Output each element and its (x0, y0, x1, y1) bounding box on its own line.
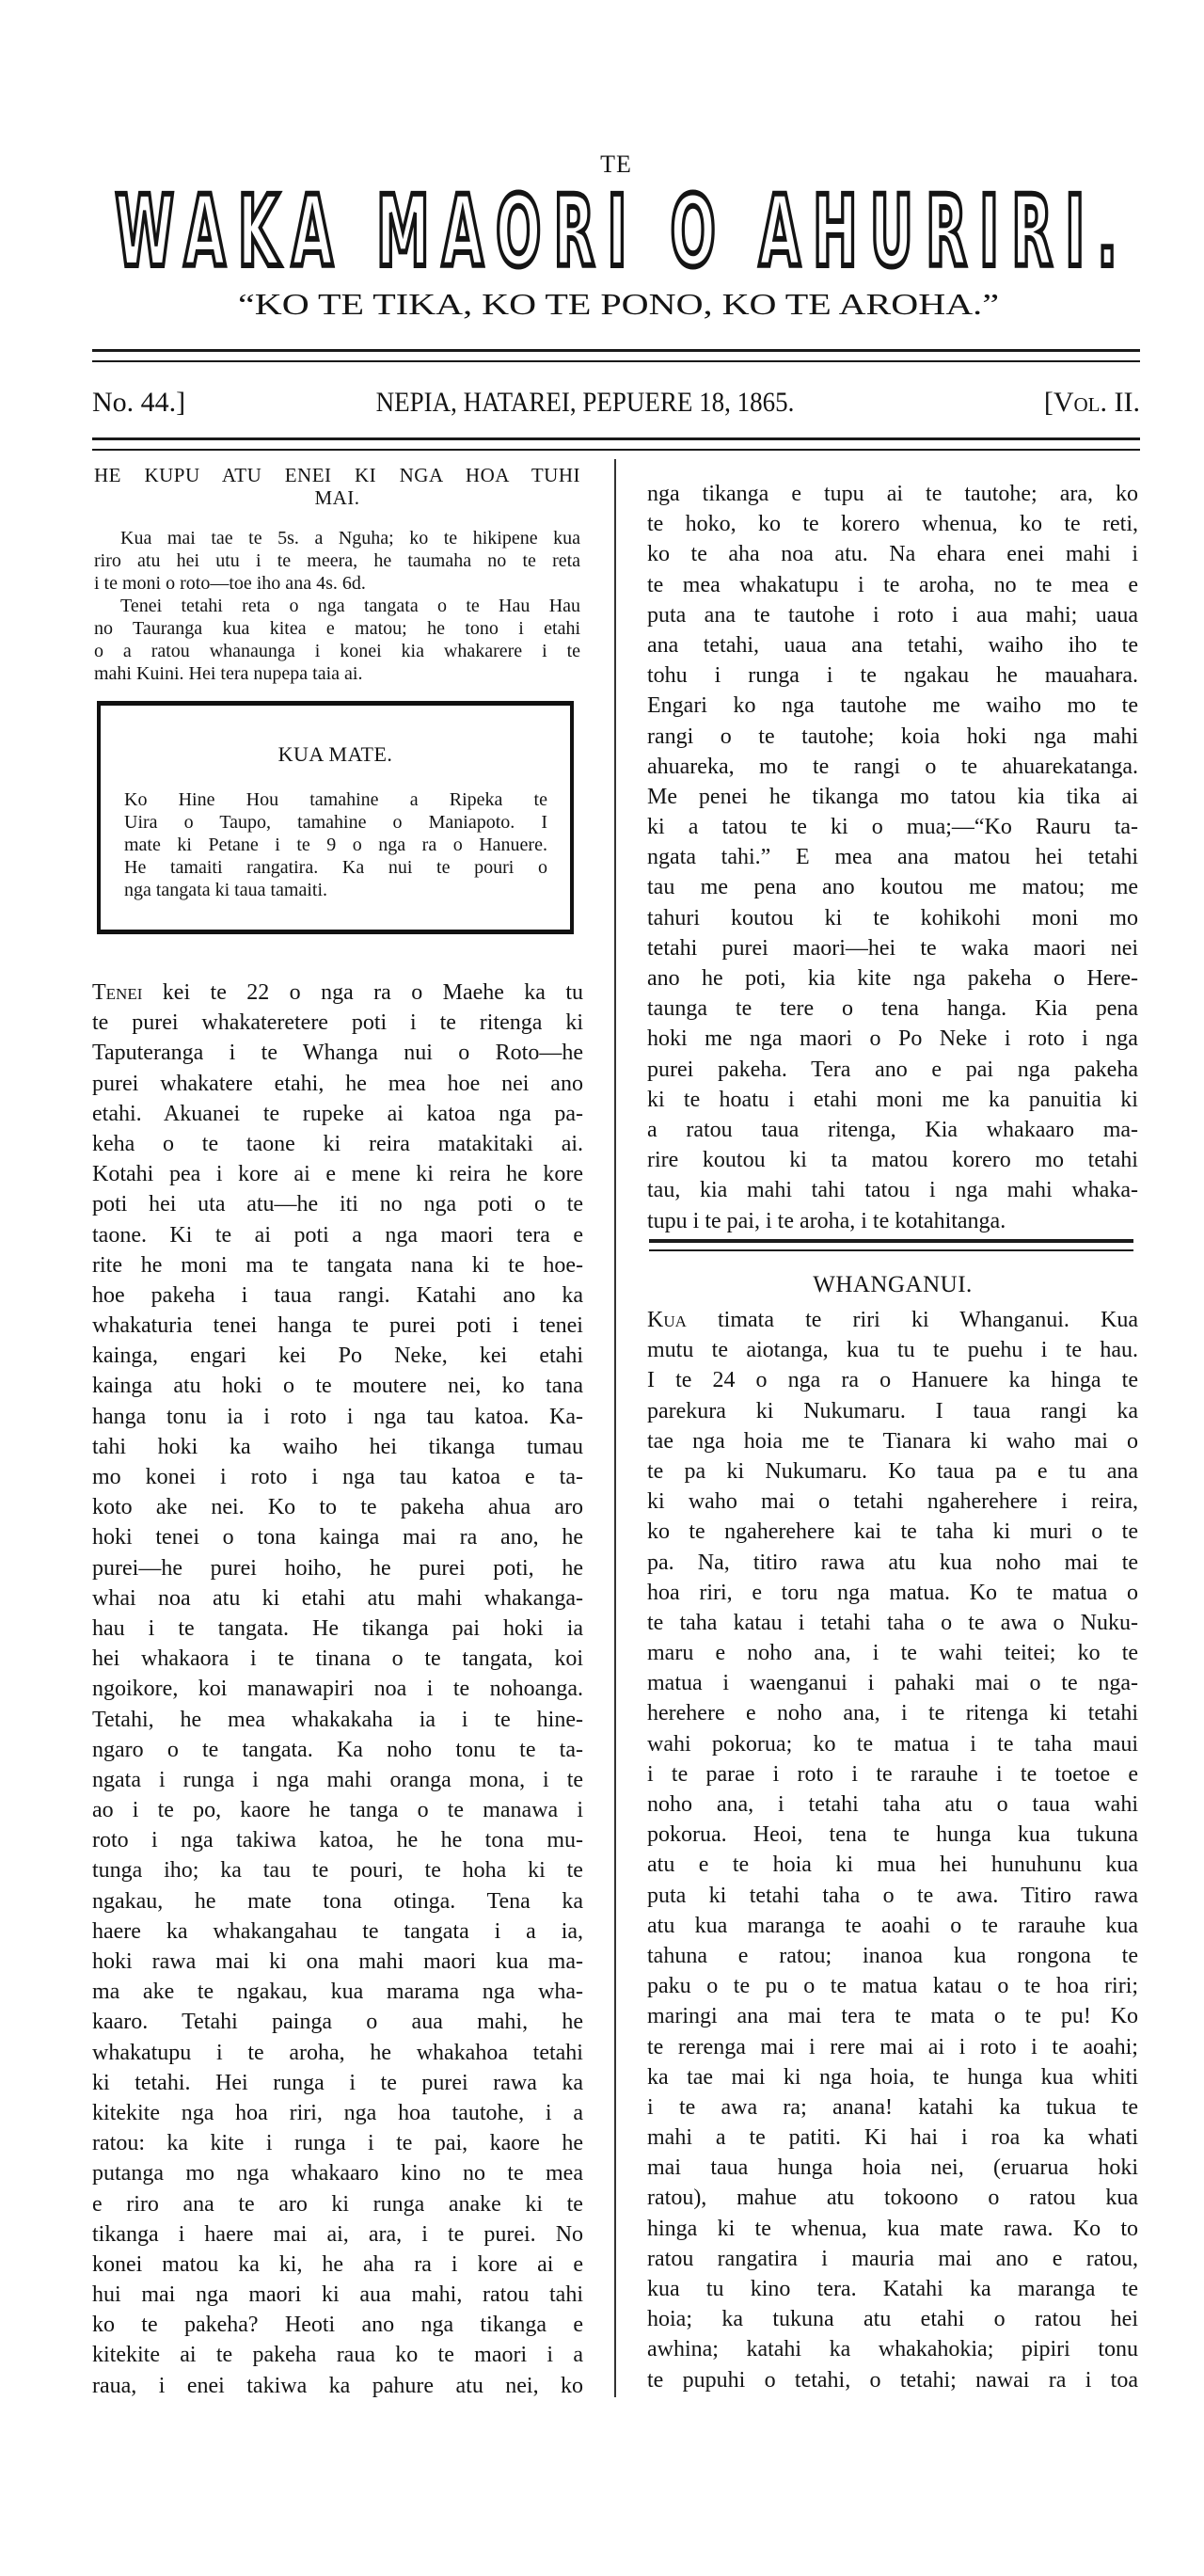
text-line: ki a tatou te ki o mua;—“Ko Rauru ta- (647, 815, 1139, 840)
place-date: NEPIA, HATAREI, PEPUERE 18, 1865. (375, 387, 795, 418)
text-line: ki tetahi. Hei runga i te purei rawa ka (92, 2070, 584, 2095)
text-line: whakatupu i te aroha, he whakahoa tetahi (92, 2040, 583, 2065)
masthead-title-text: WAKA MAORI O AHURIRI. (115, 174, 1117, 278)
text-line: ngata i runga i nga mahi oranga mona, i te (92, 1767, 584, 1792)
text-line: Tetahi, he mea whakakaha ia i te hine- (92, 1707, 583, 1732)
text-line: hoki tenei o tona kainga mai ra ano, he (92, 1525, 583, 1550)
text-line: puta ki tetahi taha o te awa. Titiro rawa (647, 1883, 1139, 1908)
text-line: whakaturia tenei hanga te purei poti i tenei (92, 1313, 583, 1339)
text-line: nga tangata ki taua tamaiti. (124, 880, 328, 900)
text-line: hoa riri, e toru nga matua. Ko te matua o (647, 1580, 1138, 1605)
text-line: rite he moni ma te tangata nana ki te hoe- (92, 1252, 584, 1278)
text-line: tahuri koutou ki te kohikohi moni mo (647, 905, 1138, 930)
text-line: mutu te aiotanga, kua tu te puehu i te hau. (647, 1338, 1139, 1363)
text-line: ma ake te ngakau, kua marama nga wha- (92, 1980, 584, 2005)
text-line: te purei whakateretere poti i te ritenga ki (92, 1010, 583, 1036)
text-line: hoia; ka tukuna atu etahi o ratou hei (647, 2307, 1139, 2332)
text-line: Kotahi pea i kore ai e mene ki reira he kore (92, 1162, 584, 1187)
text-line: ratou: ka kite i runga i te pai, kaore he (92, 2131, 583, 2156)
text-line: awhina; katahi ka whakahokia; pipiri tonu (647, 2337, 1139, 2362)
text-line: kua tu kino tera. Katahi ka maranga te (647, 2277, 1138, 2301)
text-line: roto i nga takiwa katoa, he he tona mu- (92, 1828, 584, 1853)
motto-text: “KO TE TIKA, KO TE PONO, KO TE AROHA.” (238, 287, 999, 321)
text-line: konei matou ka ki, he aha ra i kore ai e (92, 2251, 584, 2277)
text-line: atu kua maranga te aoahi o te rarauhe kua (647, 1913, 1139, 1938)
text-line: te mea whakatupu i te aroha, no te mea e (647, 572, 1138, 597)
text-line: maringi ana mai tera te mata o te pu! Ko (647, 2004, 1138, 2029)
text-line: Taputeranga i te Whanga nui o Roto—he (92, 1041, 583, 1066)
text-line: te pupuhi o tetahi, o tetahi; nawai ra i toa (647, 2367, 1139, 2393)
text-line: tohu i runga i te ngakau he mauahara. (647, 663, 1138, 689)
text-line: a ratou taua ritenga, Kia whakaaro ma- (647, 1117, 1139, 1142)
text-line: herehere e noho ana, i te ritenga ki tetahi (647, 1701, 1139, 1726)
text-line: mahi a te patiti. Ki hai i roa ka whati (647, 2125, 1138, 2151)
section-rule-thick (649, 1239, 1133, 1243)
text-line: purei pakeha. Tera ano e pai nga pakeha (647, 1057, 1138, 1082)
text-line: riro atu hei utu i te meera, he taumaha no te reta (94, 550, 581, 571)
text-line: hoki rawa mai ki ona mahi maori kua ma- (92, 1949, 583, 1974)
text-line: tae nga hoia me te Tianara ki waho mai o (647, 1428, 1139, 1454)
text-line: mahi Kuini. Hei tera nupepa taia ai. (94, 663, 363, 684)
text-line: hei whakaora i te tinana o te tangata, koi (92, 1646, 584, 1672)
text-line: matua i waenganui i pahaki mai o te nga- (647, 1671, 1139, 1696)
text-line: mai taua hunga hoia nei, (eruarua hoki (647, 2155, 1139, 2181)
text-line (647, 1305, 1138, 1335)
text-line: pa. Na, titiro rawa atu kua noho mai te (647, 1550, 1139, 1575)
text-line: wahi pokorua; ko te matua i te taha maui (647, 1731, 1139, 1757)
text-line: kainga, engari kei Po Neke, kei etahi (92, 1344, 583, 1369)
masthead-pre-title: TE (600, 151, 632, 178)
text-line: i te moni o roto—toe iho ana 4s. 6d. (94, 573, 366, 594)
dateline-rule-thick (92, 437, 1140, 440)
text-line: noho ana, i tetahi taha atu o taua wahi (647, 1792, 1138, 1817)
death-notice-body (124, 788, 547, 901)
text-line: nga tikanga e tupu ai te tautohe; ara, ko (647, 482, 1139, 506)
text-line: tetahi purei maori—hei te waka maori nei (647, 935, 1139, 961)
text-line: atu e te hoia ki mua hei hunuhunu kua (647, 1852, 1139, 1878)
text-line: mo konei i roto i nga tau katoa e ta- (92, 1465, 583, 1489)
text-line: parekura ki Nukumaru. I taua rangi ka (647, 1398, 1138, 1423)
text-line: hanga tonu ia i roto i nga tau katoa. Ka- (92, 1404, 583, 1429)
text-line: tupu i te pai, i te aroha, i te kotahitanga. (647, 1208, 1006, 1233)
notice-heading-line: HE KUPU ATU ENEI KI NGA HOA TUHI (94, 464, 580, 486)
masthead-motto (0, 282, 1204, 324)
text-line: purei—he purei hoiho, he purei poti, he (92, 1555, 583, 1581)
text-line: purei whakatere etahi, he mea hoe nei ano (92, 1071, 583, 1096)
text-line: hoki me nga maori o Po Neke i roto i nga (647, 1026, 1138, 1052)
text-line: ko te aha noa atu. Na ehara enei mahi i (647, 542, 1139, 567)
text-line: te taha katau i tetahi taha o te awa o Nuku- (647, 1610, 1138, 1635)
text-line: hoe pakeha i taua rangi. Katahi ano ka (92, 1282, 583, 1308)
text-line: rire koutou ki ta matou korero mo tetahi (647, 1148, 1138, 1173)
text-line: o a ratou whanaunga i konei kia whakarere i te (94, 641, 581, 661)
text-line: Ko Hine Hou tamahine a Ripeka te (124, 789, 547, 810)
notice-heading (94, 464, 580, 509)
text-line: te rerenga mai i rere mai ai i roto i te aoahi; (647, 2034, 1138, 2059)
text-line: Tenei tetahi reta o nga tangata o te Hau Hau (120, 596, 581, 616)
text-line: ngoikore, koi manawapiri noa i te nohoanga. (92, 1677, 583, 1702)
text-line: ratou rangatira i mauria mai ano e ratou, (647, 2246, 1139, 2271)
death-notice-box (97, 701, 574, 934)
text-line: mate ki Petane i te 9 o nga ra o Hanuere. (124, 835, 547, 855)
whanganui-heading: WHANGANUI. (813, 1272, 973, 1297)
death-notice-heading: KUA MATE. (277, 742, 393, 766)
text-line: putanga mo nga whakaaro kino no te mea (92, 2161, 583, 2186)
text-line: puta ana te tautohe i roto i aua mahi; uaua (647, 602, 1138, 628)
text-line: Me penei he tikanga mo tatou kia tika ai (647, 784, 1138, 809)
lead-word: Tenei (92, 980, 143, 1005)
text-line: kaaro. Tetahi painga o aua mahi, he (92, 2010, 584, 2035)
text-line: poti hei uta atu—he iti no nga poti o te (92, 1192, 584, 1217)
text-line: te pa ki Nukumaru. Ko taua pa e tu ana (647, 1458, 1139, 1484)
masthead-title (0, 174, 1204, 278)
text-line: kitekite nga hoa riri, nga hoa tautohe, i a (92, 2100, 584, 2125)
text-line: pokorua. Heoi, tena te hunga kua tukuna (647, 1822, 1138, 1848)
text-line: i te awa ra; anana! katahi ka tukua te (647, 2094, 1138, 2120)
text-line: tau me pena ano koutou me matou; me (647, 875, 1139, 900)
text-line: tahi hoki ka waiho hei tikanga tumau (92, 1434, 583, 1459)
text-line: koto ake nei. Ko to te pakeha ahua aro (92, 1495, 583, 1520)
text-line: ko te ngaherehere kai te taha ki muri o te (647, 1519, 1139, 1545)
text-line: kitekite ai te pakeha raua ko te maori i a (92, 2343, 584, 2368)
text-line: kainga atu hoki o te moutere nei, ko tana (92, 1374, 584, 1399)
whanganui-article (647, 1305, 1138, 2395)
volume-number: [Vol. II. (1043, 387, 1140, 418)
text-line: ngaro o te tangata. Ka noho tonu te ta- (92, 1737, 583, 1762)
text-line: paku o te pu o te matua katau o te hoa riri; (647, 1974, 1139, 1999)
lead-word: Kua (647, 1308, 687, 1332)
text-line: taunga te tere o tena hanga. Kia pena (647, 996, 1139, 1022)
text-line (92, 978, 583, 1008)
dateline-rule-thin (92, 449, 1140, 451)
text-line: ko te pakeha? Heoti ano nga tikanga e (92, 2313, 584, 2338)
text-line: hau i te tangata. He tikanga pai hoki ia (92, 1615, 584, 1641)
text-line: ka tae mai ki nga hoia, te hunga kua whiti (647, 2064, 1138, 2090)
text-line: ao i te po, kaore he tanga o te manawa i (92, 1798, 584, 1823)
text-line: tikanga i haere mai ai, ara, i te purei. No (92, 2221, 584, 2247)
text-line: maru e noho ana, i te wahi teitei; ko te (647, 1641, 1139, 1666)
text-line: hinga ki te whenua, kua mate rawa. Ko to (647, 2216, 1139, 2241)
editorial-article-continued (647, 479, 1138, 1236)
text-line: tau, kia mahi tahi tatou i nga mahi whaka- (647, 1178, 1138, 1203)
column-divider (614, 459, 616, 2397)
line-text: timata te riri ki Whanganui. Kua (718, 1308, 1139, 1332)
text-line: hui mai nga maori ki aua mahi, ratou tahi (92, 2282, 583, 2308)
text-line: rangi o te tautohe; koia hoki nga mahi (647, 724, 1139, 749)
text-line: te hoko, ko te korero whenua, ko te reti, (647, 512, 1139, 537)
text-line: Uira o Taupo, tamahine o Maniapoto. I (124, 812, 548, 833)
text-line: haere ka whakangahau te tangata i a ia, (92, 1918, 584, 1944)
notice-body (94, 527, 580, 685)
text-line: raua, i enei takiwa ka pahure atu nei, ko (92, 2373, 584, 2398)
editorial-article (92, 978, 583, 2401)
text-line: ki waho mai o tetahi ngaherehere i reira, (647, 1489, 1139, 1515)
masthead-rule-thin (92, 360, 1140, 362)
text-line: I te 24 o nga ra o Hanuere ka hinga te (647, 1368, 1138, 1393)
text-line: tunga iho; ka tau te pouri, te hoha ki te (92, 1858, 583, 1884)
text-line: ngata tahi.” E mea ana matou hei tetahi (647, 845, 1138, 870)
text-line: ahuareka, mo te rangi o te ahuarekatanga. (647, 754, 1139, 779)
line-text: kei te 22 o nga ra o Maehe ka tu (162, 980, 584, 1005)
text-line: e riro ana te aro ki runga anake ki te (92, 2191, 583, 2217)
text-line: no Tauranga kua kitea e matou; he tono i etahi (94, 618, 581, 639)
text-line: etahi. Akuanei te rupeke ai katoa nga pa- (92, 1101, 584, 1126)
notice-heading-line: MAI. (314, 486, 360, 509)
text-line: tahuna e ratou; inanoa kua rongona te (647, 1943, 1138, 1968)
text-line: i te parae i roto i te rarauhe i te toetoe e (647, 1761, 1139, 1787)
text-line: Engari ko nga tautohe me waiho mo te (647, 693, 1139, 719)
text-line: Kua mai tae te 5s. a Nguha; ko te hikipene kua (120, 528, 580, 549)
text-line: ano he poti, kia kite nga pakeha o Here- (647, 966, 1138, 991)
text-line: whai noa atu ki etahi atu mahi whakanga- (92, 1585, 583, 1611)
text-line: ana tetahi, uaua ana tetahi, waiho iho te (647, 632, 1138, 658)
text-line: ratou), mahue atu tokoono o ratou kua (647, 2186, 1138, 2211)
section-rule-thin (649, 1249, 1133, 1251)
text-line: keha o te taone ki reira matakitaki ai. (92, 1131, 584, 1156)
issue-number: No. 44.] (92, 387, 186, 418)
text-line: ki te hoatu i etahi moni me ka panuitia ki (647, 1087, 1138, 1112)
text-line: He tamaiti rangatira. Ka nui te pouri o (124, 857, 547, 878)
text-line: ngakau, he mate tona otinga. Tena ka (92, 1888, 584, 1914)
text-line: taone. Ki te ai poti a nga maori tera e (92, 1222, 583, 1248)
masthead-rule-thick (92, 349, 1140, 352)
